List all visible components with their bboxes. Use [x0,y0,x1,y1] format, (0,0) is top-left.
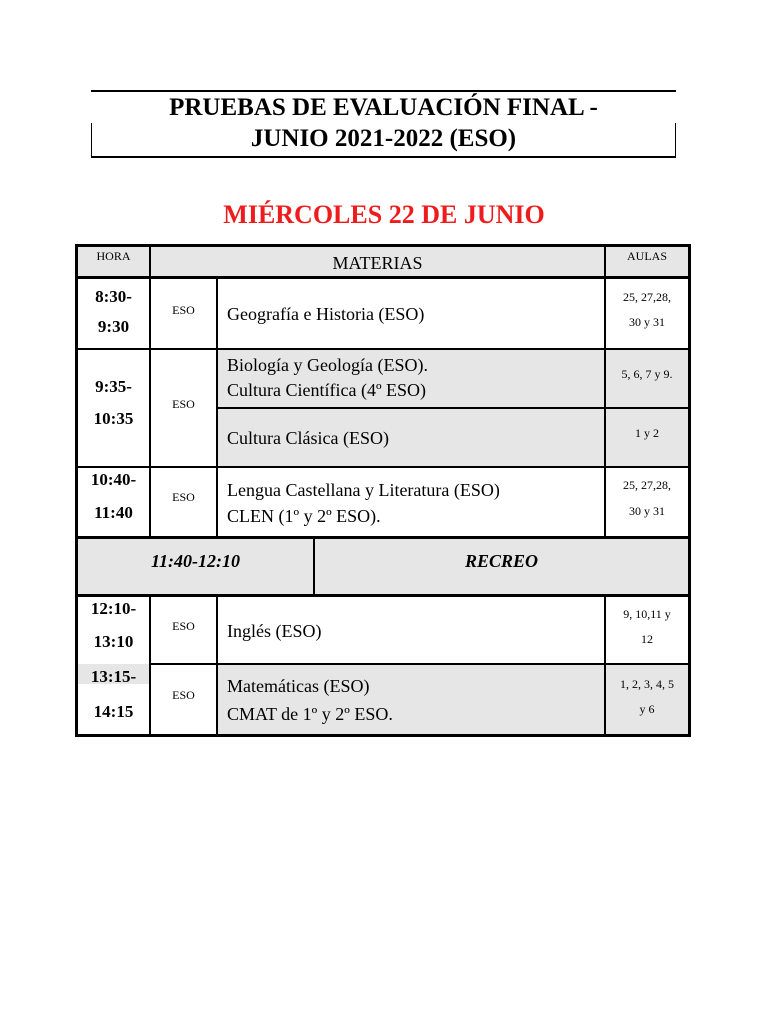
row-3-aula: 1 y 2 [635,426,659,440]
table-border-bottom [75,734,691,737]
row-6-aula-line-1: 9, 10,11 y [623,607,671,621]
row-7-nivel: ESO [172,688,195,702]
row-6-hora-end: 13:10 [93,632,134,651]
row-1-materia: Geografía e Historia (ESO) [227,304,425,324]
row-4-materia-line-1: Lengua Castellana y Literatura (ESO) [227,480,500,500]
row-3-materia: Cultura Clásica (ESO) [227,428,389,448]
row-2-hora-start: 9:35- [95,377,132,396]
table-rule [75,276,691,279]
row-2-materia-line-1: Biología y Geología (ESO). [227,355,428,375]
row-7-aula-line-1: 1, 2, 3, 4, 5 [620,677,674,691]
title-rule-top [91,90,676,92]
row-1-nivel: ESO [172,303,195,317]
row-1-hora-start: 8:30- [95,287,132,306]
table-rule [75,348,691,350]
row-7-materia-line-1: Matemáticas (ESO) [227,676,370,696]
table-rule [216,595,218,735]
row-6-materia: Inglés (ESO) [227,621,322,641]
row-7-materia-line-2: CMAT de 1º y 2º ESO. [227,704,393,724]
row-4-materia-line-2: CLEN (1º y 2º ESO). [227,506,381,526]
row-2-nivel: ESO [172,397,195,411]
table-rule [217,407,691,409]
day-heading: MIÉRCOLES 22 DE JUNIO [223,200,545,229]
row-6-hora-start: 12:10- [90,599,137,618]
row-7-aula-line-2: y 6 [639,702,655,716]
table-border-right [688,244,691,737]
row-2-aula: 5, 6, 7 y 9. [621,367,673,381]
break-label: RECREO [464,551,539,571]
header-materias: MATERIAS [332,253,423,273]
table-rule [75,536,691,539]
document-title-box [91,90,676,158]
row-1-hora-end: 9:30 [97,317,130,336]
table-rule [216,277,218,537]
row-7-hora-end: 14:15 [93,702,134,721]
table-border-top [75,244,691,247]
row-7-hora-start: 13:15- [90,667,137,686]
document-title-line-1: PRUEBAS DE EVALUACIÓN FINAL - [169,94,598,121]
row-4-nivel: ESO [172,490,195,504]
break-time: 11:40-12:10 [151,551,240,571]
title-rule-bottom [91,156,676,158]
table-rule [75,466,691,468]
table-rule [75,594,691,597]
table-rule [149,595,151,735]
row-1-aula-line-1: 25, 27,28, [623,290,671,304]
row-2-hora-end: 10:35 [93,409,134,428]
row-6-aula-line-2: 12 [641,632,653,646]
header-aulas: AULAS [626,249,667,263]
row-4-aula-line-2: 30 y 31 [629,504,665,518]
row-4-hora-end: 11:40 [94,503,133,522]
row-2-materia-line-2: Cultura Científica (4º ESO) [227,380,427,400]
row-4-aula-line-1: 25, 27,28, [623,478,671,492]
exam-schedule-table [75,244,691,737]
header-hora: HORA [96,249,131,263]
row-4-hora-start: 10:40- [90,470,137,489]
table-rule [150,663,691,665]
document-title-line-2: JUNIO 2021-2022 (ESO) [250,125,517,152]
row-1-aula-line-2: 30 y 31 [629,315,665,329]
row-6-nivel: ESO [172,619,195,633]
